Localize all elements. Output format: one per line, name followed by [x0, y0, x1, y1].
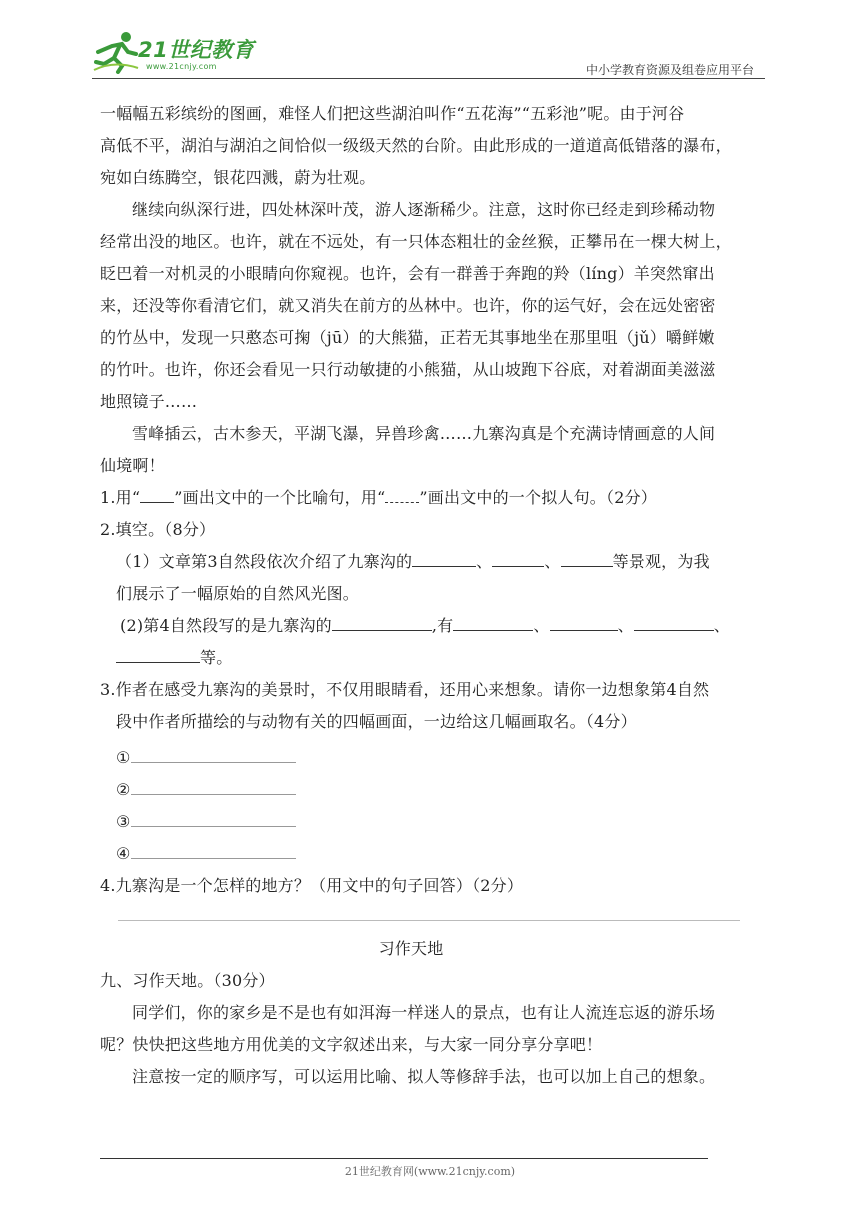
question-2-2-cont: [100, 642, 762, 674]
header-divider: [92, 78, 765, 79]
site-logo[interactable]: [92, 30, 262, 78]
answer-line[interactable]: [131, 748, 296, 763]
question-1-text-b: ”画出文中的一个比喻句，用“: [174, 488, 386, 507]
question-2-2-end: 等。: [200, 648, 233, 667]
answer-blank[interactable]: [453, 616, 533, 631]
separator: 、: [617, 616, 634, 635]
separator: 、: [476, 552, 493, 571]
answer-line[interactable]: [118, 920, 740, 921]
passage-line: 继续向纵深行进，四处林深叶茂，游人逐渐稀少。注意，这时你已经走到珍稀动物: [132, 200, 716, 219]
passage-line: 高低不平，湖泊与湖泊之间恰似一级级天然的台阶。由此形成的一道道高低错落的瀑布，: [100, 136, 732, 155]
answer-line[interactable]: [131, 780, 296, 795]
separator: 、: [544, 552, 561, 571]
answer-blank[interactable]: [140, 488, 174, 503]
answer-blank[interactable]: [561, 552, 613, 567]
writing-paragraph: 同学们，你的家乡是不是也有如洱海一样迷人的景点，也有让人流连忘返的游乐场: [132, 1003, 716, 1022]
answer-number: ①: [116, 748, 131, 767]
answer-blank[interactable]: [550, 616, 618, 631]
writing-paragraph: 呢？快快把这些地方用优美的文字叙述出来，与大家一同分享分享吧！: [100, 1035, 603, 1054]
answer-blank[interactable]: [116, 648, 200, 663]
question-2-2-text-b: ,有: [431, 616, 454, 635]
answer-blank[interactable]: [385, 488, 419, 503]
passage-line: 的竹叶。也许，你还会看见一只行动敏捷的小熊猫，从山坡跑下谷底，对着湖面美滋滋: [100, 360, 716, 379]
answer-blank[interactable]: [412, 552, 476, 567]
question-1: [100, 482, 762, 514]
passage-line: 经常出没的地区。也许，就在不远处，有一只体态粗壮的金丝猴，正攀吊在一棵大树上，: [100, 232, 732, 251]
header-platform-title: 中小学教育资源及组卷应用平台: [585, 63, 754, 77]
writing-note: 注意按一定的顺序写，可以运用比喻、拟人等修辞手法，也可以加上自己的想象。: [132, 1067, 716, 1086]
question-1-text-c: ”画出文中的一个拟人句。（2分）: [419, 488, 657, 507]
question-2-1: [100, 546, 762, 578]
answer-blank[interactable]: [332, 616, 432, 631]
logo-url: www.21cnjy.com: [146, 62, 217, 71]
question-3-line2: 段中作者所描绘的与动物有关的四幅画面，一边给这几幅画取名。（4分）: [116, 712, 637, 731]
answer-number: ③: [116, 812, 131, 831]
runner-logo-icon: [92, 30, 140, 74]
passage-line: 一幅幅五彩缤纷的图画，难怪人们把这些湖泊叫作“五花海”“五彩池”呢。由于河谷: [100, 104, 685, 123]
question-2-2: [100, 610, 762, 642]
answer-blank[interactable]: [492, 552, 544, 567]
answer-item: [100, 806, 762, 838]
footer-divider: [100, 1158, 708, 1159]
question-1-text-a: 1.用“: [100, 488, 141, 507]
answer-item: [100, 742, 762, 774]
passage-line: 眨巴着一对机灵的小眼睛向你窥视。也许，会有一群善于奔跑的羚（líng）羊突然窜出: [100, 264, 715, 283]
answer-number: ④: [116, 844, 131, 863]
passage-line: 来，还没等你看清它们，就又消失在前方的丛林中。也许，你的运气好，会在远处密密: [100, 296, 716, 315]
separator: 、: [533, 616, 550, 635]
writing-section: 九、习作天地。（30分）: [100, 971, 275, 990]
page-header: [0, 0, 860, 80]
page-footer[interactable]: 21世纪教育网(www.21cnjy.com): [344, 1165, 516, 1178]
separator: 、: [713, 616, 730, 635]
question-3-line1: 3.作者在感受九寨沟的美景时，不仅用眼睛看，还用心来想象。请你一边想象第4自然: [100, 680, 710, 699]
document-body: [100, 98, 762, 1093]
answer-line[interactable]: [131, 812, 296, 827]
answer-item: [100, 838, 762, 870]
passage-line: 雪峰插云，古木参天，平湖飞瀑，异兽珍禽……九寨沟真是个充满诗情画意的人间: [132, 424, 716, 443]
question-2-1-end: 等景观，为我: [612, 552, 710, 571]
answer-line[interactable]: [131, 844, 296, 859]
logo-wordmark: 21世纪教育: [138, 38, 255, 62]
passage-line: 仙境啊！: [100, 456, 165, 475]
answer-item: [100, 774, 762, 806]
question-2-1-cont: 们展示了一幅原始的自然风光图。: [116, 584, 360, 603]
passage-line: 地照镜子……: [100, 392, 198, 411]
answer-number: ②: [116, 780, 131, 799]
question-4: 4.九寨沟是一个怎样的地方？（用文中的句子回答）（2分）: [100, 876, 524, 895]
passage-line: 宛如白练腾空，银花四溅，蔚为壮观。: [100, 168, 376, 187]
question-2-title: 2.填空。（8分）: [100, 520, 216, 539]
answer-blank[interactable]: [634, 616, 714, 631]
passage-line: 的竹丛中，发现一只憨态可掬（jū）的大熊猫，正若无其事地坐在那里咀（jǔ）嚼鲜嫩: [100, 328, 715, 347]
writing-title: 习作天地: [378, 939, 444, 958]
question-2-2-text: (2)第4自然段写的是九寨沟的: [120, 616, 332, 635]
question-2-1-text: （1）文章第3自然段依次介绍了九寨沟的: [116, 552, 413, 571]
